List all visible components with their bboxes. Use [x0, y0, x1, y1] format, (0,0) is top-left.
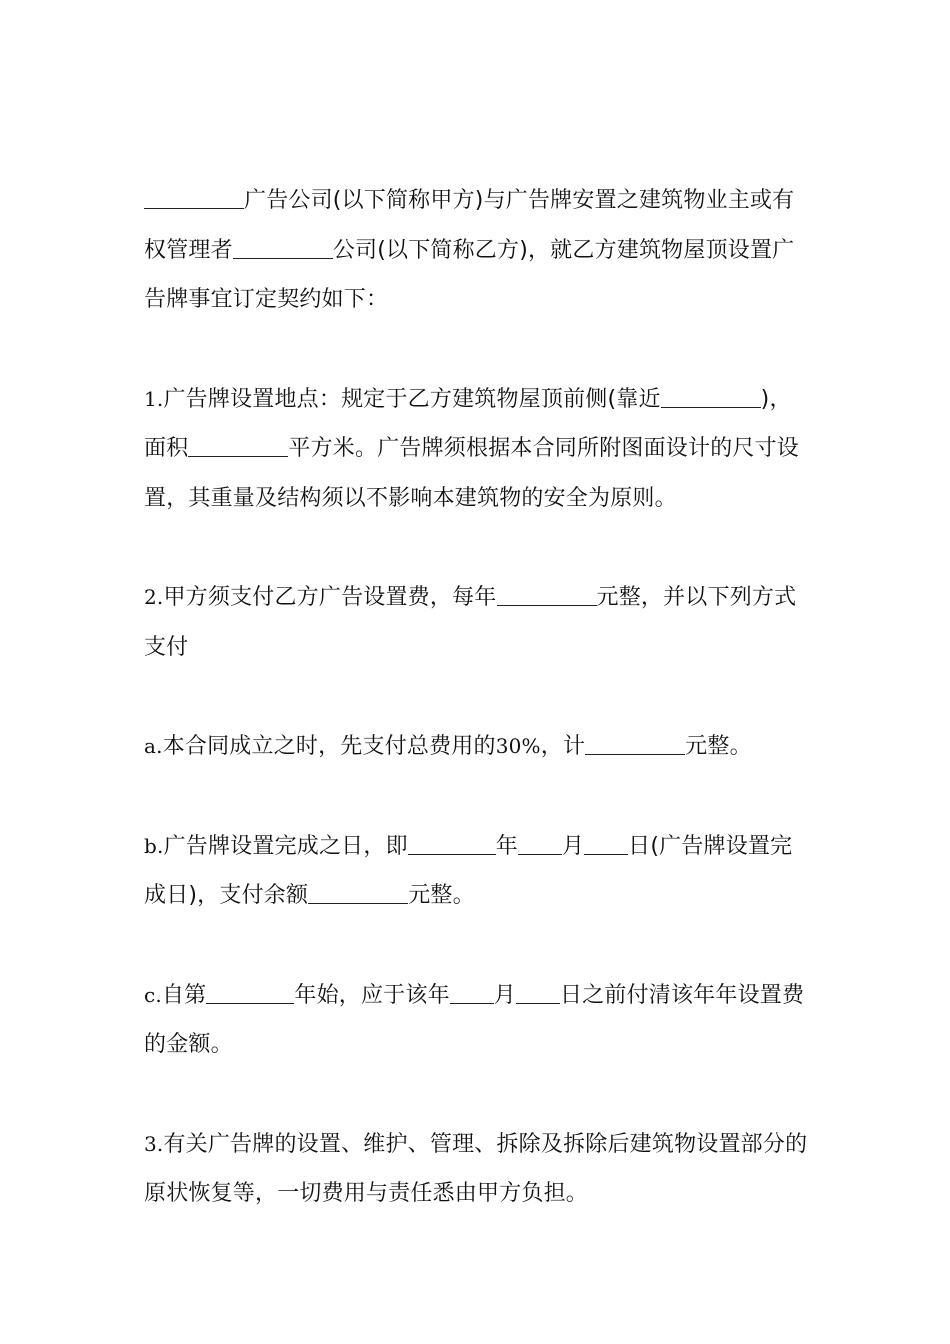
clause-b-text-1: 广告牌设置完成之日，即 — [163, 833, 408, 859]
clause-c-text-4: 日之前付清该年年设置费的金额。 — [144, 982, 805, 1057]
clause-a — [144, 722, 808, 772]
clause-b — [144, 822, 808, 921]
clause-c-text-3: 月 — [493, 982, 516, 1008]
clause-c-text-1: 自第 — [161, 982, 207, 1008]
clause-a-percent: 30% — [495, 734, 541, 758]
clause-3-text-1: 有关广告牌的设置、维护、管理、拆除及拆除后建筑物设置部分的原状恢复等，一切费用与责任悉由甲方负担。 — [144, 1131, 808, 1206]
start-year-blank — [206, 981, 294, 1004]
party-b-name-blank — [233, 236, 333, 259]
intro-text-2: 公司(以下简称乙方)，就乙方建筑物屋顶设置广告牌事宜订定契约如下： — [144, 237, 795, 312]
clause-2-text-1: 甲方须支付乙方广告设置费，每年 — [163, 585, 497, 610]
area-blank — [188, 434, 288, 457]
clause-b-text-5: 元整。 — [408, 883, 475, 908]
first-payment-blank — [585, 732, 685, 755]
intro-paragraph — [144, 176, 808, 325]
clause-2-text-2: 元整，并以下列方式支付 — [144, 585, 797, 660]
clause-b-text-2: 年 — [495, 833, 518, 859]
clause-1-number: 1. — [144, 386, 164, 411]
completion-year-blank — [408, 832, 496, 855]
clause-a-text-1: 本合同成立之时，先支付总费用的 — [162, 734, 496, 759]
annual-fee-blank — [497, 583, 597, 606]
location-blank — [661, 385, 761, 408]
balance-blank — [308, 881, 408, 904]
clause-2-number: 2. — [144, 585, 164, 609]
clause-1-text-1: 广告牌设置地点：规定于乙方建筑物屋顶前侧(靠近 — [163, 386, 661, 412]
due-day-blank — [516, 981, 560, 1004]
clause-2 — [144, 573, 808, 672]
clause-b-text-3: 月 — [561, 833, 585, 859]
clause-a-text-2: ，计 — [540, 734, 586, 759]
due-month-blank — [450, 981, 494, 1004]
clause-c-text-2: 年始，应于该年 — [294, 982, 450, 1008]
clause-3-number: 3. — [144, 1131, 164, 1156]
clause-b-text-4: 日(广告牌设置完成日)，支付余额 — [144, 833, 793, 908]
completion-month-blank — [518, 832, 562, 855]
clause-a-number: a. — [144, 734, 163, 758]
clause-1-text-2: )，面积 — [144, 386, 792, 461]
clause-b-number: b. — [144, 833, 164, 858]
completion-day-blank — [584, 832, 628, 855]
clause-3 — [144, 1120, 808, 1219]
intro-text-1: 广告公司(以下简称甲方)与广告牌安置之建筑物业主或有权管理者 — [144, 188, 795, 263]
party-a-name-blank — [144, 186, 244, 209]
clause-a-text-3: 元整。 — [685, 734, 752, 759]
clause-1 — [144, 375, 808, 524]
clause-1-text-3: 平方米。广告牌须根据本合同所附图面设计的尺寸设置，其重量及结构须以不影响本建筑物的安全为原则。 — [144, 436, 800, 511]
contract-document — [144, 176, 808, 1269]
clause-c-number: c. — [144, 982, 162, 1007]
clause-c — [144, 971, 808, 1070]
